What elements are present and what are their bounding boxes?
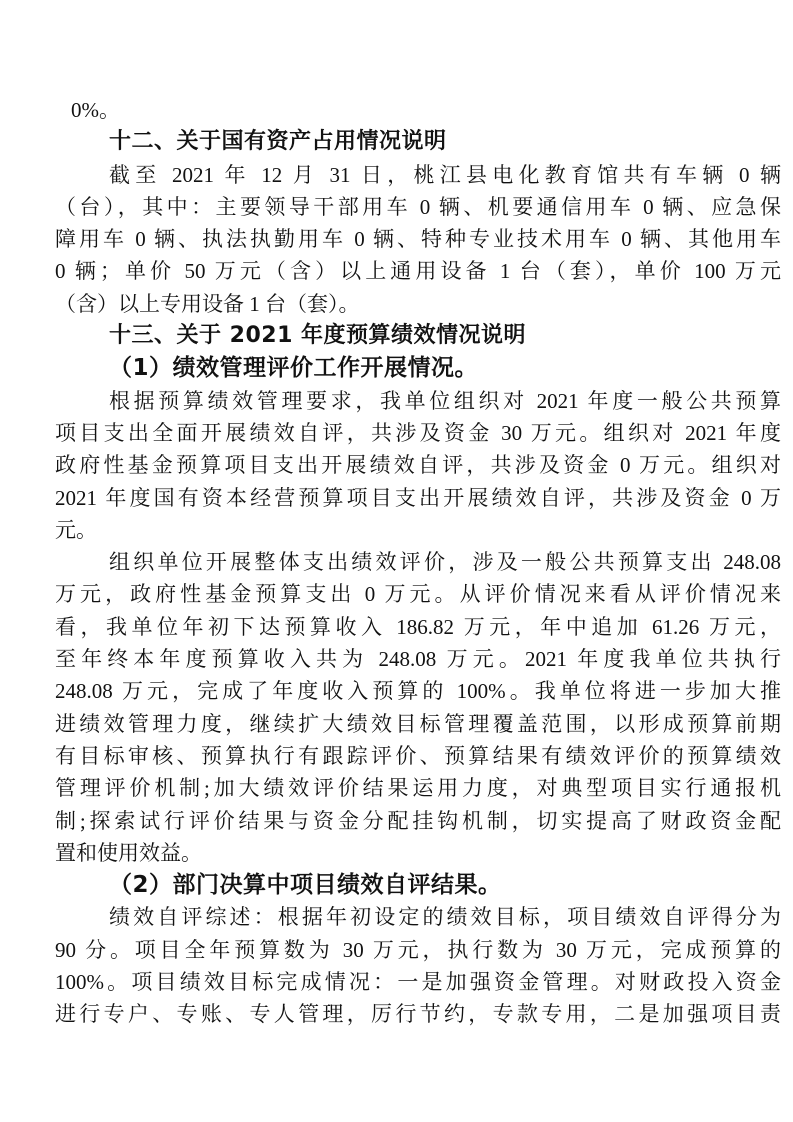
doc-line: （台），其中：主要领导干部用车 0 辆、机要通信用车 0 辆、应急保 [55,194,781,219]
doc-line: 2021 年度国有资本经营预算项目支出开展绩效自评，共涉及资金 0 万 [55,485,781,510]
doc-line: 至年终本年度预算收入共为 248.08 万元。2021 年度我单位共执行 [55,647,781,672]
doc-line: 万元，政府性基金预算支出 0 万元。从评价情况来看从评价情况来 [55,582,781,607]
doc-line: 政府性基金预算项目支出开展绩效自评，共涉及资金 0 万元。组织对 [55,453,781,478]
doc-line: 绩效自评综述：根据年初设定的绩效目标，项目绩效自评得分为 [109,905,781,930]
doc-line: （含）以上专用设备 1 台（套）。 [55,291,360,316]
subsection-heading-2: （2）部门决算中项目绩效自评结果。 [109,872,502,899]
doc-line: 根据预算绩效管理要求，我单位组织对 2021 年度一般公共预算 [109,388,781,413]
doc-line: 元。 [55,517,97,542]
doc-line: 组织单位开展整体支出绩效评价，涉及一般公共预算支出 248.08 [109,550,781,575]
doc-line: 248.08 万元，完成了年度收入预算的 100%。我单位将进一步加大推 [55,679,781,704]
doc-line: 制;探索试行评价结果与资金分配挂钩机制，切实提高了财政资金配 [55,808,781,833]
doc-line: 障用车 0 辆、执法执勤用车 0 辆、特种专业技术用车 0 辆、其他用车 [55,227,781,252]
doc-line: 进绩效管理力度，继续扩大绩效目标管理覆盖范围，以形成预算前期 [55,711,781,736]
doc-line: 置和使用效益。 [55,840,202,865]
doc-line: 看，我单位年初下达预算收入 186.82 万元，年中追加 61.26 万元， [55,614,781,639]
subsection-heading-1: （1）绩效管理评价工作开展情况。 [109,355,479,382]
doc-line: 项目支出全面开展绩效自评，共涉及资金 30 万元。组织对 2021 年度 [55,420,781,445]
doc-line: 有目标审核、预算执行有跟踪评价、预算结果有绩效评价的预算绩效 [55,743,781,768]
doc-line: 进行专户、专账、专人管理，厉行节约，专款专用，二是加强项目责 [55,1002,781,1027]
para-continuation-line: 0%。 [71,98,120,122]
section-heading-12: 十二、关于国有资产占用情况说明 [109,129,447,155]
doc-line: 100%。项目绩效目标完成情况：一是加强资金管理。对财政投入资金 [55,970,781,995]
doc-line: 截至 2021 年 12 月 31 日，桃江县电化教育馆共有车辆 0 辆 [109,162,781,187]
doc-line: 管理评价机制;加大绩效评价结果运用力度，对典型项目实行通报机 [55,776,781,801]
doc-line: 0 辆；单价 50 万元（含）以上通用设备 1 台（套），单价 100 万元 [55,259,781,284]
doc-line: 90 分。项目全年预算数为 30 万元，执行数为 30 万元，完成预算的 [55,937,781,962]
section-heading-13: 十三、关于 2021 年度预算绩效情况说明 [109,323,527,349]
